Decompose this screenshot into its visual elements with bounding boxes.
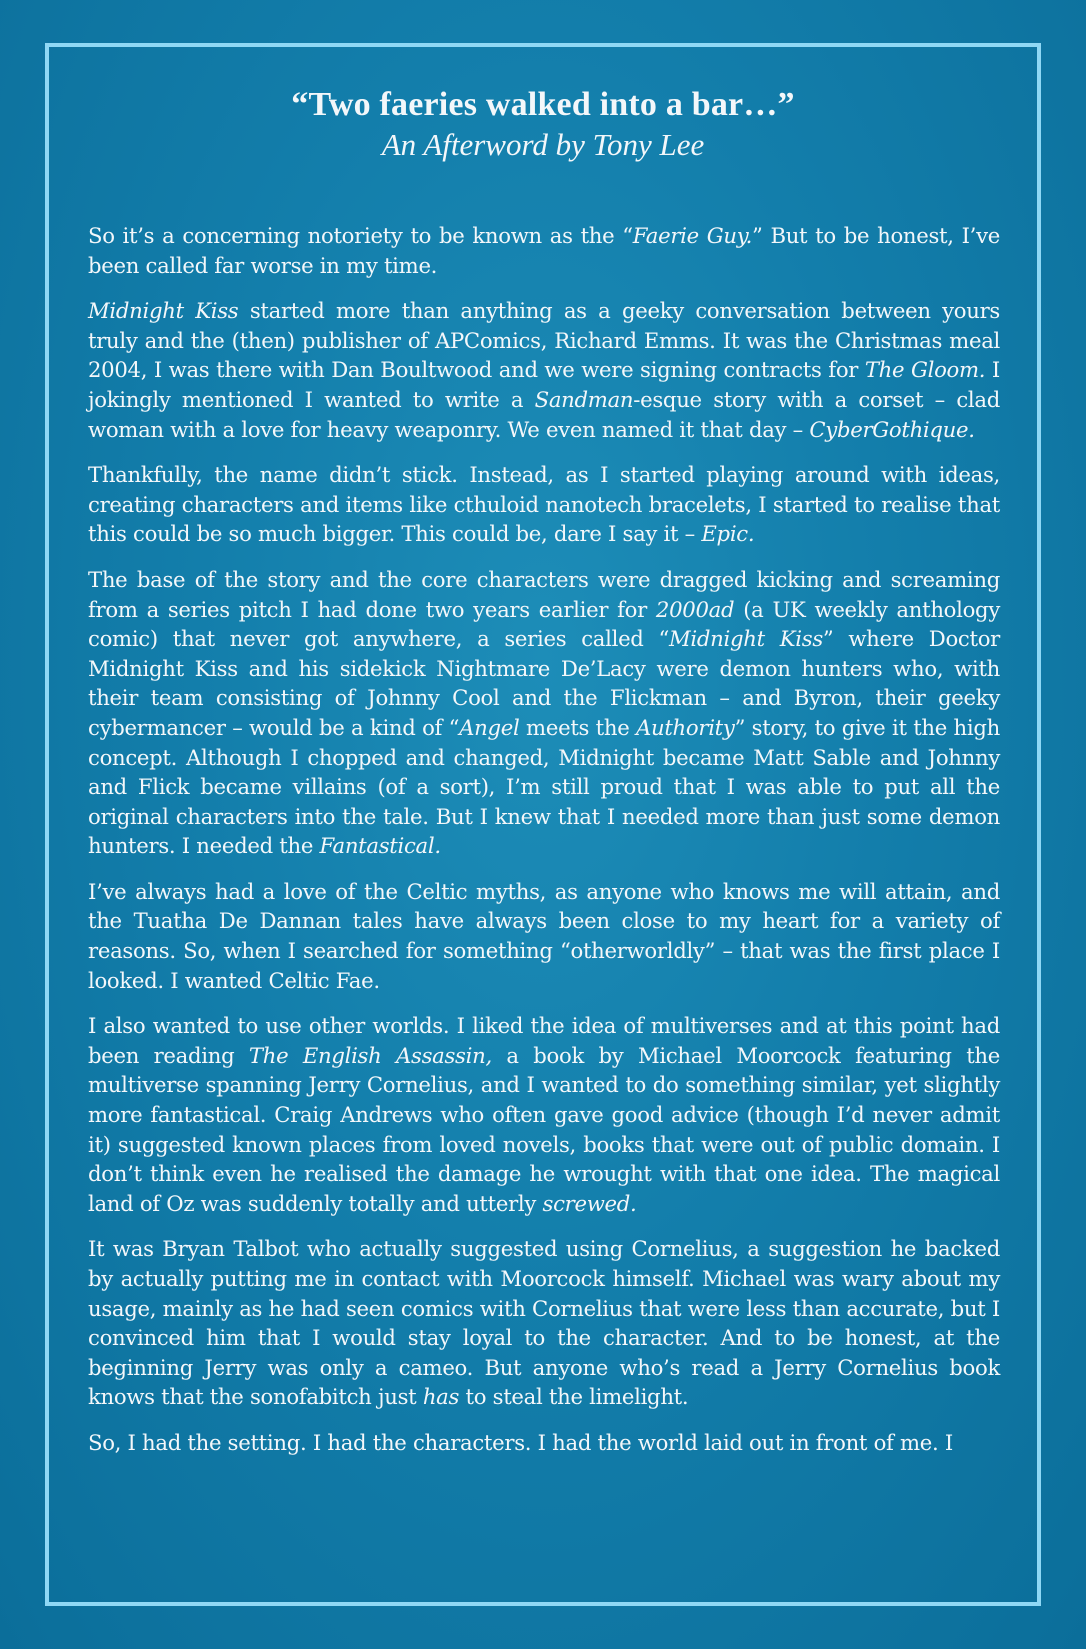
text-run: to steal the limelight. [459, 1384, 689, 1410]
text-run: So, I had the setting. I had the characters. I had the world laid out in front of me. I [88, 1429, 953, 1455]
italic-text-run: Midnight Kiss [88, 298, 239, 324]
italic-text-run: Angel [459, 714, 520, 740]
text-run: ” story, to give it the high concept. Although I chopped and changed, Midnight became Matt Sable and Johnny and Flick became villains (of a sort), I’m still proud that I was able to put all the original characters into the tale. But I knew that I needed more than just some demon hunters. I needed the [88, 714, 1000, 859]
italic-text-run: The Gloom. [864, 357, 986, 383]
page-title: “Two faeries walked into a bar…” [291, 86, 795, 123]
text-run: Thankfully, the name didn’t stick. Instead, as I started playing around with ideas, creating characters and items like cthuloid nanotech bracelets, I started to realise that this could be so much bigger. This could be, dare I say it – [88, 462, 1000, 547]
text-run: ” But to be honest, I’ve been called far worse in my time. [88, 223, 1001, 278]
italic-text-run: has [422, 1384, 460, 1410]
text-run: I’ve always had a love of the Celtic myths, as anyone who knows me will attain, and the Tuatha De Dannan tales have always been close to my heart for a variety of reasons. So, when I searched for something “otherworldly” – that was the first place I looked. I wanted Celtic Fae. [88, 878, 1000, 993]
italic-text-run: screwed. [542, 1190, 637, 1216]
page-border [45, 43, 1041, 1606]
afterword-body [88, 221, 1000, 1474]
text-run: ” where Doctor Midnight Kiss and his sidekick Nightmare De’Lacy were demon hunters who, with their team consisting of Johnny Cool and the Flickman – and Byron, their geeky cybermancer – would be a kind of “ [88, 626, 1000, 740]
paragraph-7 [88, 1234, 1000, 1412]
paragraph-3 [88, 460, 1000, 549]
paragraph-5 [88, 877, 1000, 995]
text-run: (a UK weekly anthology comic) that never got anywhere, a series called “ [88, 596, 1000, 652]
italic-text-run: Midnight Kiss [669, 626, 823, 652]
text-run: -esque story with a corset – clad woman with a love for heavy weaponry. We even named it that day – [88, 386, 1000, 442]
italic-text-run: Authority [636, 714, 735, 740]
paragraph-1 [88, 221, 1000, 280]
italic-text-run: The English Assassin, [248, 1042, 492, 1068]
text-run: started more than anything as a geeky conversation between yours truly and the (then) publisher of APComics, Richard Emms. It was the Christmas meal 2004, I was there with Dan Boultwood and we were signing contracts for [88, 298, 1000, 383]
text-run: a book by Michael Moorcock featuring the multiverse spanning Jerry Cornelius, and I wanted to do something similar, yet slightly more fantastical. Craig Andrews who often gave good advice (though I’d never admit it) suggested known places from loved novels, books that were out of public domain. I don’t think even he realised the damage he wrought with that one idea. The magical land of Oz was suddenly totally and utterly [88, 1042, 1001, 1216]
italic-text-run: Faerie Guy. [632, 223, 753, 248]
italic-text-run: CyberGothique. [809, 416, 975, 442]
italic-text-run: Sandman [534, 386, 634, 412]
text-run: So it’s a concerning notoriety to be known as the “ [88, 223, 633, 248]
paragraph-8 [88, 1428, 1000, 1458]
text-run: meets the [519, 714, 636, 740]
page-subtitle: An Afterword by Tony Lee [381, 127, 705, 162]
text-run: It was Bryan Talbot who actually suggested using Cornelius, a suggestion he backed by actually putting me in contact with Moorcock himself. Michael was wary about my usage, mainly as he had seen comics with Cornelius that were less than accurate, but I convinced him that I would stay loyal to the character. And to be honest, at the beginning Jerry was only a cameo. But anyone who’s read a Jerry Cornelius book knows that the sonofabitch just [88, 1236, 1000, 1410]
italic-text-run: Fantastical. [319, 833, 441, 859]
italic-text-run: Epic. [701, 521, 755, 547]
paragraph-2 [88, 296, 1000, 444]
paragraph-4 [88, 565, 1000, 861]
text-run: The base of the story and the core characters were dragged kicking and screaming from a series pitch I had done two years earlier for [88, 566, 1000, 622]
italic-text-run: 2000ad [655, 596, 735, 622]
text-run: I jokingly mentioned I wanted to write a [88, 357, 1000, 412]
text-run: I also wanted to use other worlds. I liked the idea of multiverses and at this point had been reading [88, 1013, 1000, 1068]
paragraph-6 [88, 1011, 1000, 1218]
